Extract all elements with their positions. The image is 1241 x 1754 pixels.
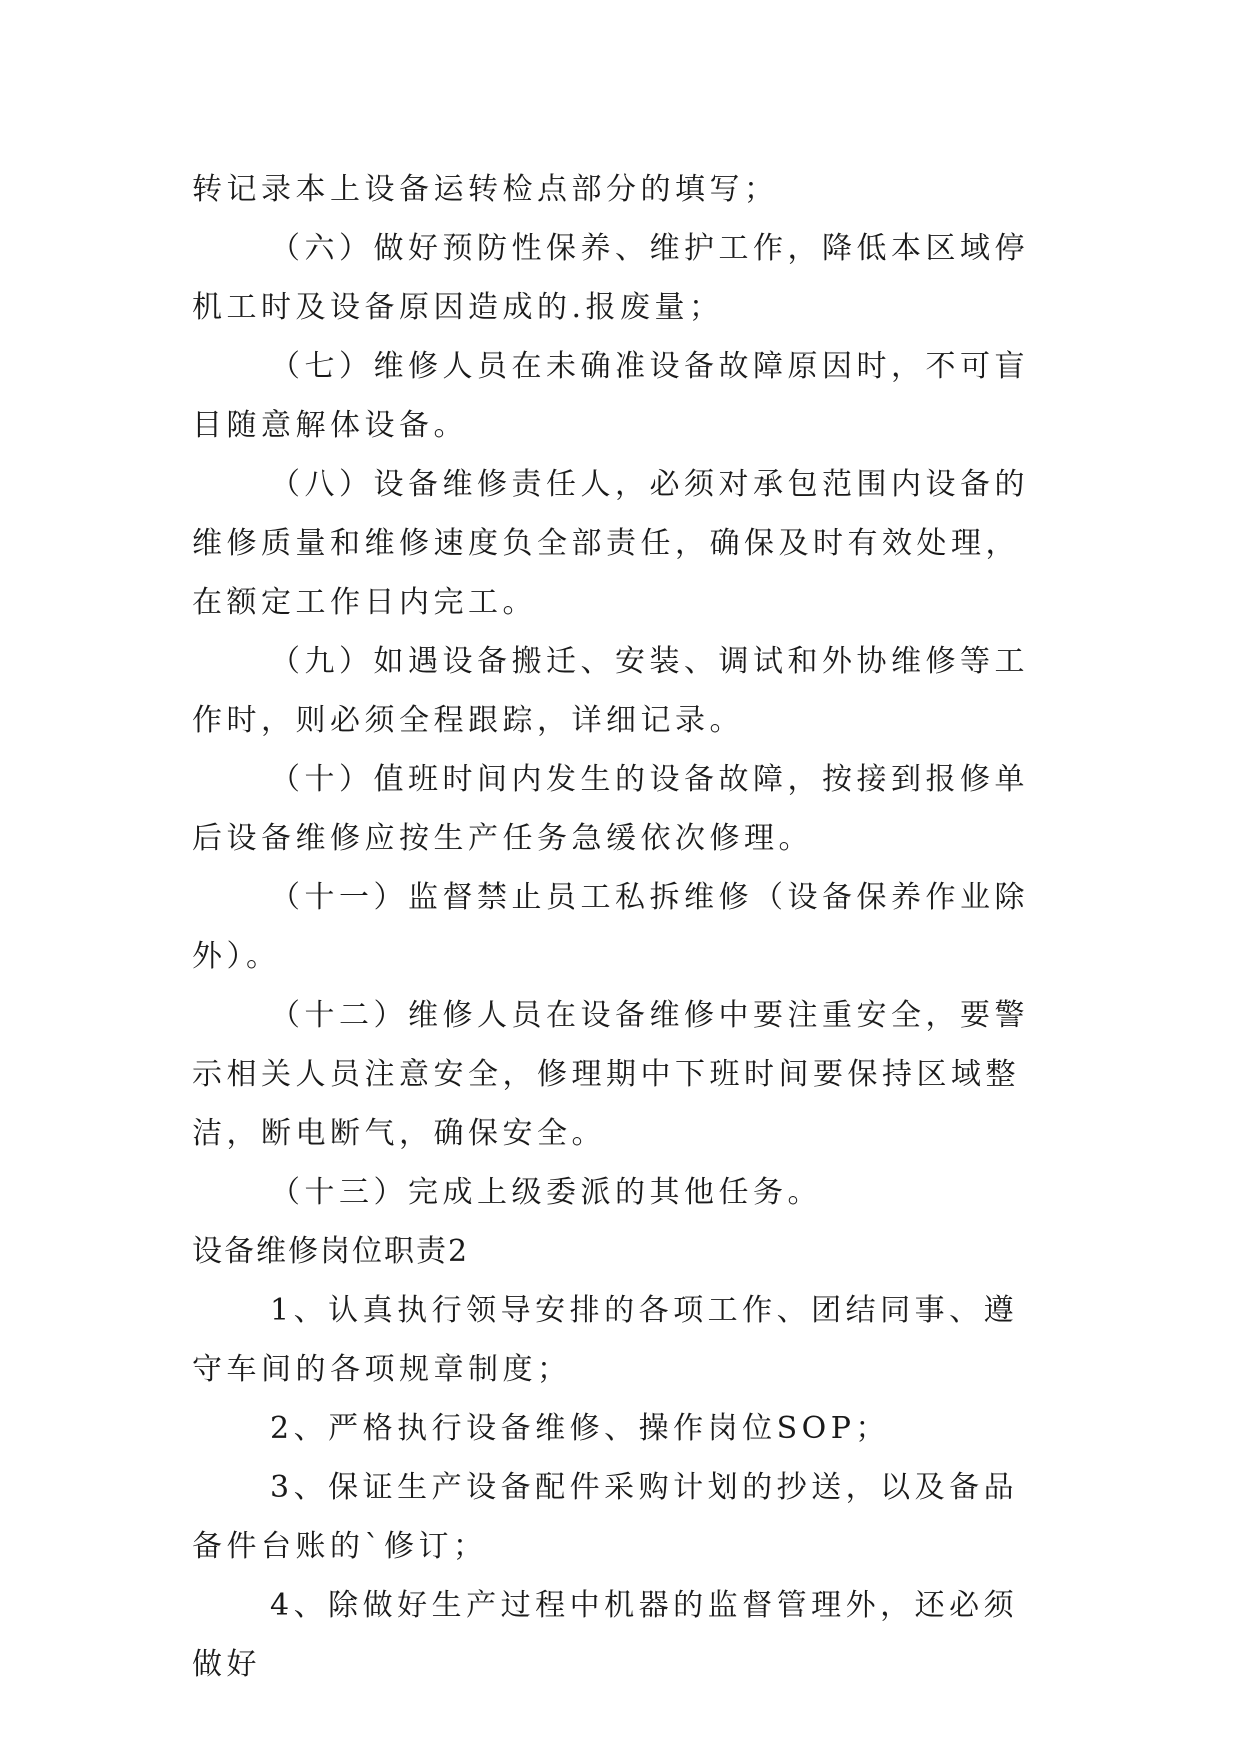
paragraph: （十三）完成上级委派的其他任务。: [270, 1175, 822, 1210]
list-item: 2、严格执行设备维修、操作岗位SOP；: [270, 1411, 890, 1446]
paragraph: （十二）维修人员在设备维修中要注重安全，要警示相关人员注意安全，修理期中下班时间要保持区域整洁，断电断气，确保安全。: [192, 998, 1029, 1151]
paragraph: 转记录本上设备运转检点部分的填写；: [192, 172, 779, 207]
list-item: 3、保证生产设备配件采购计划的抄送，以及备品备件台账的`修订；: [192, 1470, 1019, 1564]
paragraph: （七）维修人员在未确准设备故障原因时，不可盲目随意解体设备。: [192, 349, 1029, 443]
paragraph: （十）值班时间内发生的设备故障，按接到报修单后设备维修应按生产任务急缓依次修理。: [192, 762, 1029, 856]
document-body: [192, 160, 1052, 1694]
section-heading: 设备维修岗位职责2: [192, 1234, 470, 1269]
list-item: 4、除做好生产过程中机器的监督管理外，还必须做好: [192, 1588, 1019, 1682]
paragraph: （六）做好预防性保养、维护工作，降低本区域停机工时及设备原因造成的.报废量；: [192, 231, 1029, 325]
paragraph: （九）如遇设备搬迁、安装、调试和外协维修等工作时，则必须全程跟踪，详细记录。: [192, 644, 1029, 738]
paragraph: （十一）监督禁止员工私拆维修（设备保养作业除外）。: [192, 880, 1029, 974]
list-item: 1、认真执行领导安排的各项工作、团结同事、遵守车间的各项规章制度；: [192, 1293, 1019, 1387]
paragraph: （八）设备维修责任人，必须对承包范围内设备的维修质量和维修速度负全部责任，确保及时有效处理，在额定工作日内完工。: [192, 467, 1029, 620]
